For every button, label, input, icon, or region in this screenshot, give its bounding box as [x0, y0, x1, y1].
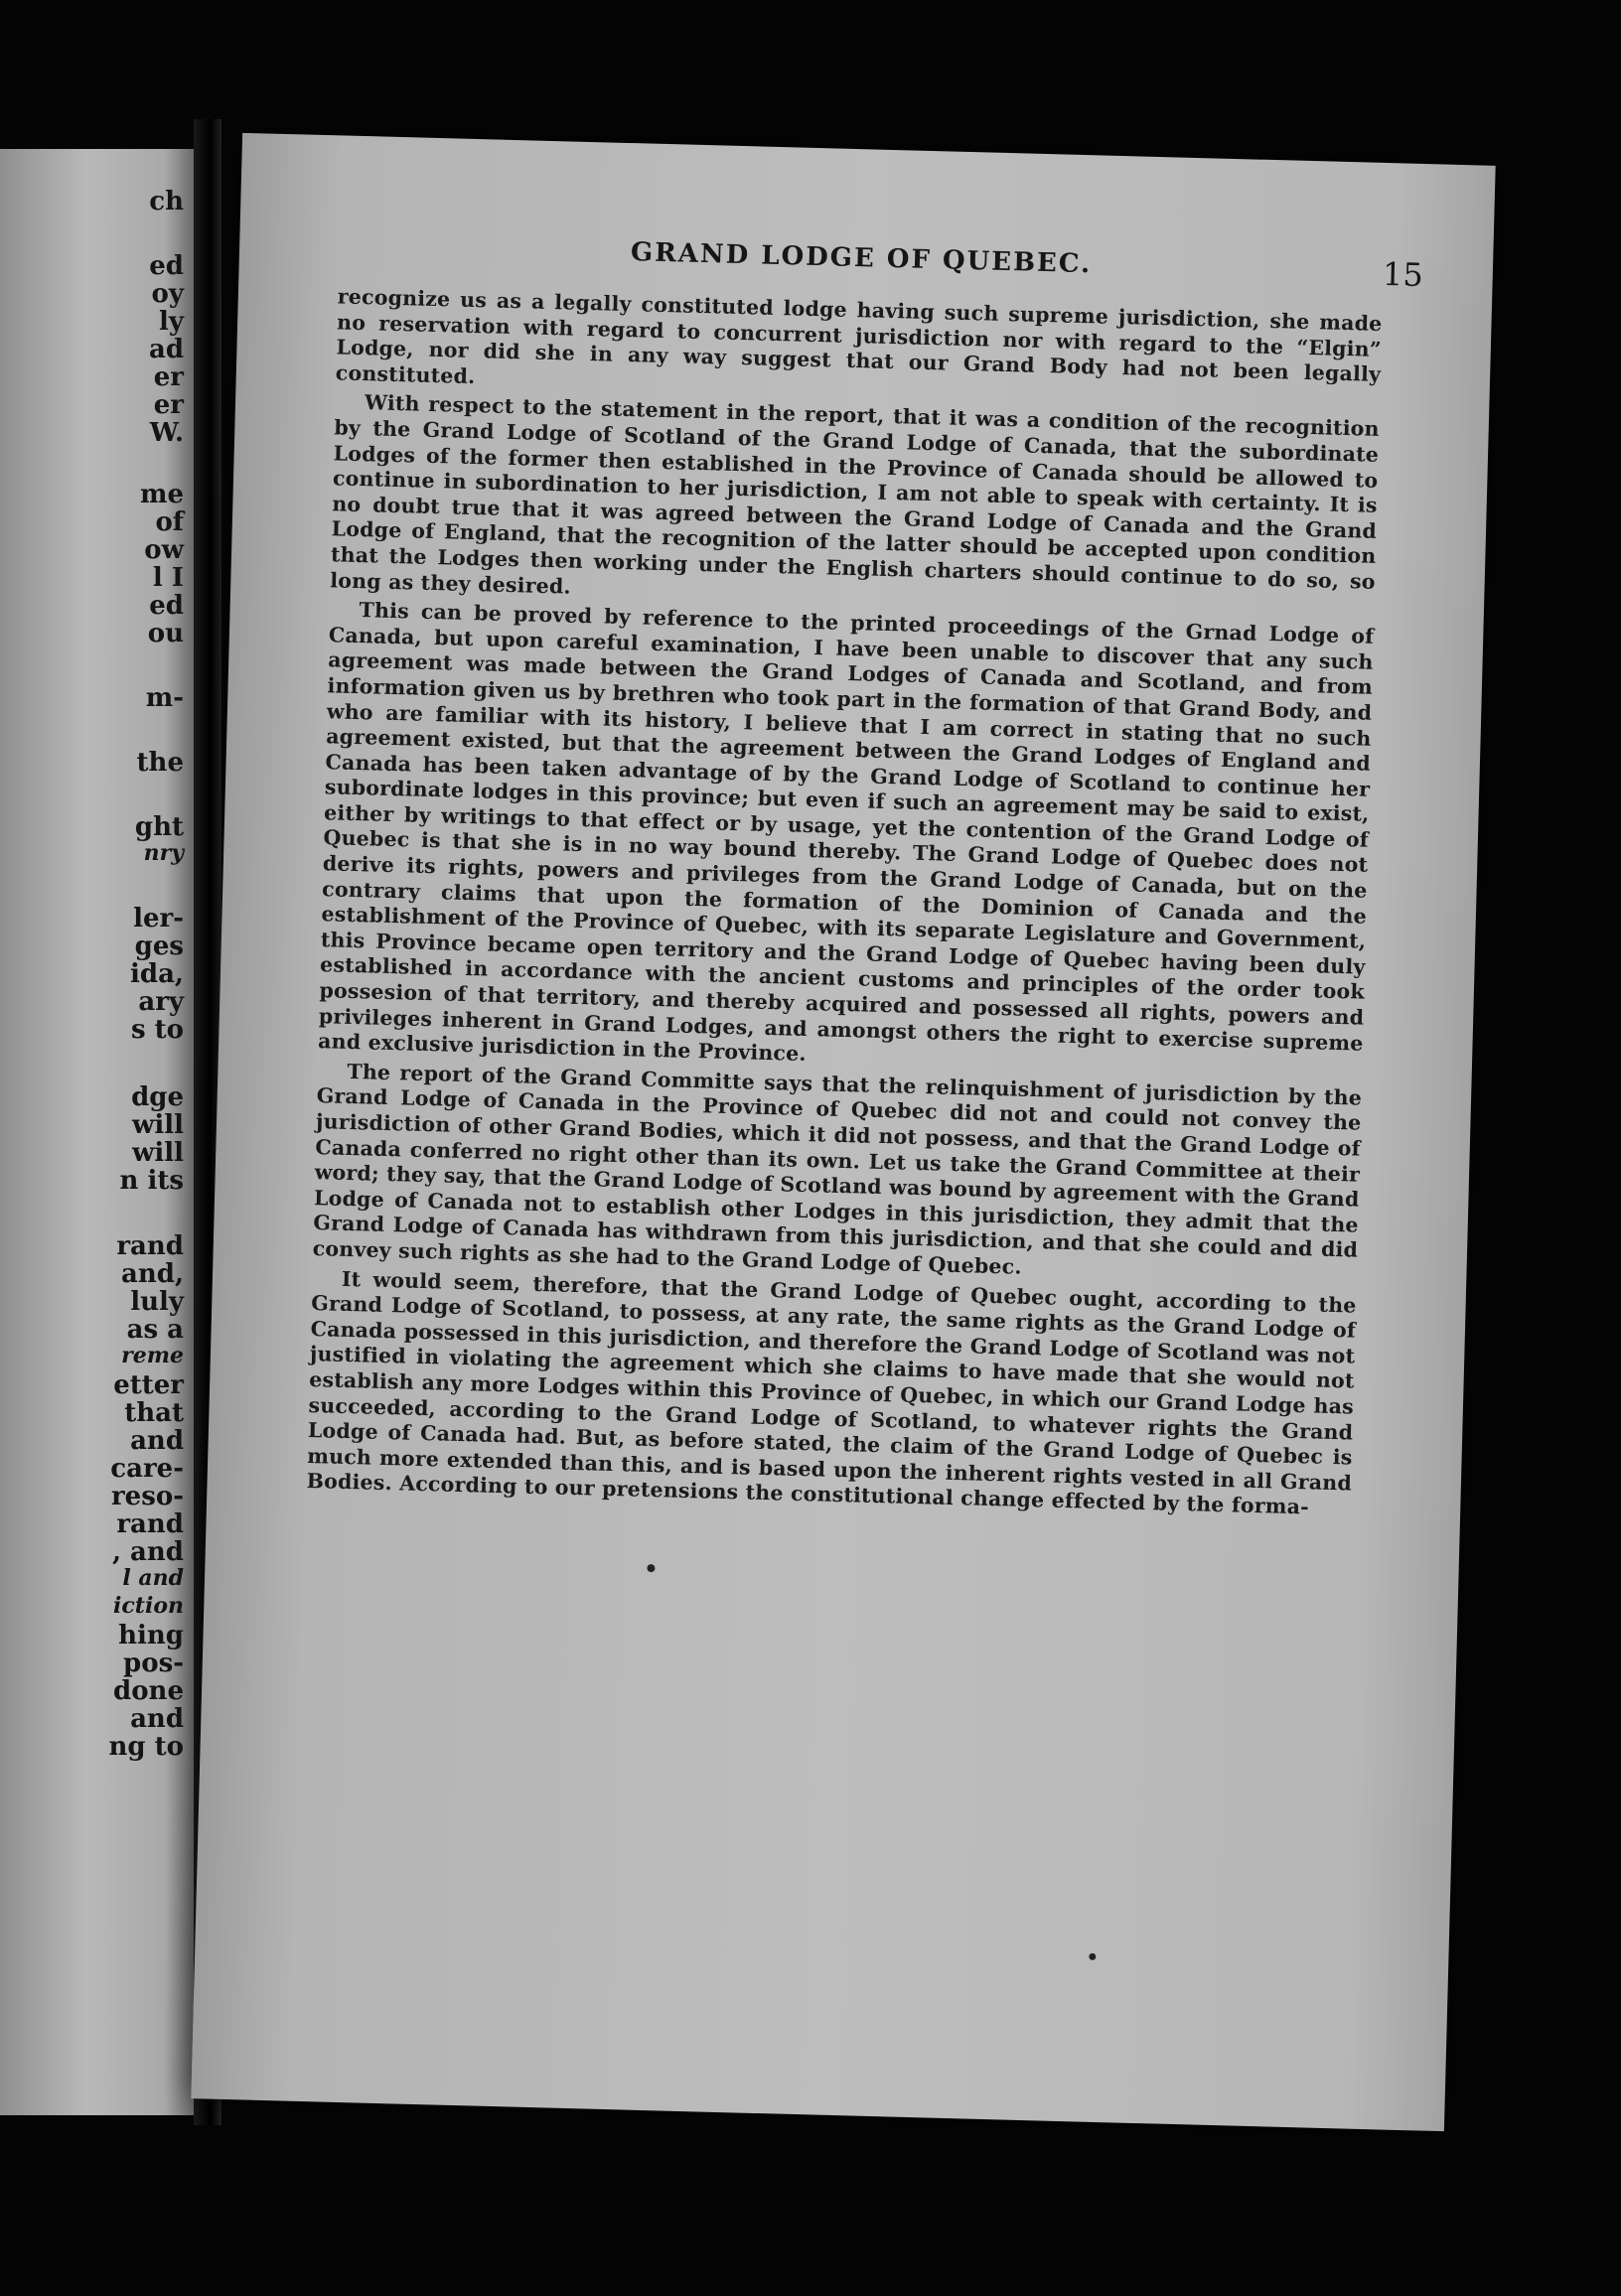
paragraph-2: With respect to the statement in the report, that it was a condition of the recognition by the Grand Lodge of Scotland of the Grand Lodge of Canada, that the subordinate Lodges of the former then established in the Province of Canada should be allowed to continue in subordination to her jurisdiction, I am not able to speak with certainty. It is no doubt true that it was agreed between the Grand Lodge of Canada and the Grand Lodge of England, that the recognition of the latter should be accepted upon condition that the Lodges then working under the English charters should continue to do so, so long as they desired.: [330, 390, 1381, 599]
left-page-fragment: m-: [145, 683, 184, 713]
left-page: [0, 149, 194, 2115]
left-page-fragment: ch: [149, 187, 184, 216]
left-page-fragment: rand: [116, 1231, 184, 1261]
body-text: [306, 284, 1383, 1525]
left-page-fragment: rand: [116, 1509, 184, 1539]
paragraph-4: The report of the Grand Committe says that the relinquishment of jurisdiction by the Grand Lodge of Canada in the Province of Quebec did not and could not convey the jurisdiction of other Grand Bodies, which it did not possess, and that the Grand Lodge of Canada conferred no right other than its own. Let us take the Grand Committee at their word; they say, that the Grand Lodge of Scotland was bound by agreement with the Grand Lodge of Canada not to establish other Lodges in this jurisdiction, they admit that the Grand Lodge of Canada has withdrawn from this jurisdiction, and that she could and did convey such rights as she had to the Grand Lodge of Quebec.: [312, 1059, 1363, 1279]
paragraph-5: It would seem, therefore, that the Grand Lodge of Quebec ought, according to the Grand Lodge of Scotland, to possess, at any rate, the same rights as the Grand Lodge of Canada possessed in this jurisdiction, and therefore the Grand Lodge of Scotland was not justified in violating the agreement which she claims to have made that she would not establish any more Lodges within this Province of Quebec, in which our Grand Lodge has succeeded, according to the Grand Lodge of Scotland, to whatever rights the Grand Lodge of Canada had. But, as before stated, the claim of the Grand Lodge of Quebec is much more extended than this, and is based upon the inherent rights vested in all Grand Bodies. According to our pretensions the constitutional change effected by the forma-: [306, 1266, 1357, 1519]
left-page-fragment: s to: [130, 1015, 184, 1045]
left-page-fragment: etter: [113, 1370, 184, 1400]
left-page-fragment: ou: [147, 619, 184, 648]
left-page-fragment: the: [136, 748, 184, 778]
left-page-fragment: me: [139, 480, 184, 509]
left-page-fragment: luly: [130, 1287, 184, 1317]
left-page-fragment: that: [124, 1398, 184, 1428]
left-page-fragment: pos-: [123, 1649, 184, 1678]
left-page-fragment: ed: [149, 251, 184, 281]
left-page-fragment: er: [153, 362, 184, 392]
left-page-fragment: done: [113, 1676, 184, 1706]
left-page-fragment: n its: [119, 1166, 184, 1196]
left-page-fragment: of: [155, 507, 184, 537]
left-page-fragment: ler-: [133, 904, 184, 933]
paragraph-1: recognize us as a legally constituted lodge having such supreme jurisdiction, she made no reservation with regard to concurrent jurisdiction nor with regard to the “Elgin” Lodge, nor did she in any way suggest that our Grand Body had not been legally constituted.: [335, 284, 1383, 388]
left-page-fragment: as a: [126, 1315, 184, 1345]
right-page: [191, 133, 1495, 2131]
left-page-fragment: ng to: [108, 1732, 184, 1762]
left-page-fragment: iction: [113, 1593, 184, 1619]
left-page-fragment: ary: [138, 987, 184, 1017]
left-page-fragment: ly: [159, 307, 184, 337]
left-page-fragment: care-: [110, 1454, 184, 1484]
paragraph-3: This can be proved by reference to the printed proceedings of the Grnad Lodge of Canada, but upon careful examination, I have been unable to discover that any such agreement was made between the Grand Lodges of Canada and Scotland, and from information given us by brethren who took part in the formation of that Grand Body, and who are familiar with its history, I believe that I am correct in stating that no such agreement existed, but that the agreement between the Grand Lodges of England and Canada has been taken advantage of by the Grand Lodge of Scotland to continue her subordinate lodges in this province; but even if such an agreement may be said to exist, either by writings to that effect or by usage, yet the contention of the Grand Lodge of Quebec is that she is in no way bound thereby. The Grand Lodge of Quebec does not derive its rights, powers and privileges from the Grand Lodge of Canada, but on the contrary claims that upon the formation of the Dominion of Canada and the establishment of the Province of Quebec, with its separate Legislature and Government, this Province became open territory and the Grand Lodge of Quebec having been duly established in accordance with the ancient customs and principles of the order took possesion of that territory, and thereby acquired and possessed all rights, powers and privileges inherent in Grand Lodges, and amongst others the right to exercise supreme and exclusive jurisdiction in the Province.: [317, 598, 1375, 1067]
left-page-text-fragments: [0, 149, 184, 2115]
left-page-fragment: and: [130, 1704, 184, 1734]
left-page-fragment: reme: [121, 1343, 184, 1368]
left-page-fragment: and: [130, 1426, 184, 1456]
left-page-fragment: ed: [149, 591, 184, 621]
left-page-fragment: er: [153, 390, 184, 420]
page-number: 15: [1382, 254, 1424, 294]
left-page-fragment: dge: [131, 1082, 184, 1112]
left-page-fragment: W.: [149, 418, 184, 448]
left-page-fragment: , and: [111, 1537, 184, 1567]
left-page-fragment: will: [131, 1138, 184, 1168]
left-page-fragment: and,: [121, 1259, 184, 1289]
left-page-fragment: l and: [122, 1565, 184, 1591]
left-page-fragment: oy: [151, 279, 184, 309]
ink-speck: [1089, 1953, 1096, 1960]
ink-speck: [647, 1564, 655, 1572]
left-page-fragment: hing: [118, 1621, 184, 1650]
left-page-fragment: ges: [134, 932, 184, 961]
left-page-fragment: nry: [143, 840, 184, 866]
left-page-fragment: l I: [152, 563, 184, 593]
running-head-title: GRAND LODGE OF QUEBEC.: [630, 237, 1093, 280]
left-page-fragment: ght: [134, 812, 184, 842]
left-page-fragment: reso-: [110, 1482, 184, 1511]
left-page-fragment: ow: [144, 535, 184, 565]
left-page-fragment: ad: [148, 335, 184, 364]
left-page-fragment: ida,: [130, 959, 184, 989]
left-page-fragment: will: [131, 1110, 184, 1140]
